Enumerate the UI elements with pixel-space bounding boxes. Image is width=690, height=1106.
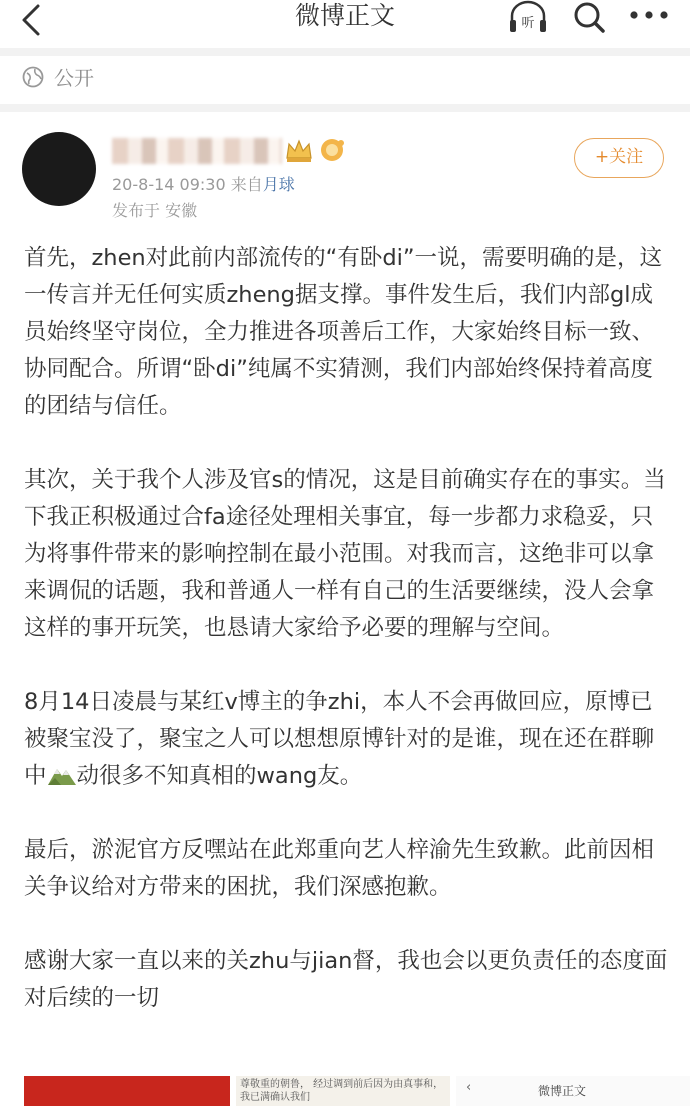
thumbnail-image[interactable] <box>24 1076 230 1106</box>
page-title: 微博正文 <box>294 1 395 30</box>
svg-text:听: 听 <box>521 16 535 31</box>
globe-icon <box>22 66 44 88</box>
post-paragraph: 其次，关于我个人涉及官s的情况，这是目前确实存在的事实。当下我正积极通过合fa途径处理相关事宜，每一步都力求稳妥，只为将事件带来的影响控制在最小范围。对我而言，这绝非可以拿来调侃的话题，我和普通人一样有自己的生活要继续，没人会拿这样的事开玩笑，也恳请大家给予必要的理解与空间。 <box>24 467 666 641</box>
post-time: 20-8-14 09:30 <box>112 175 226 194</box>
post-paragraph: 最后，淤泥官方反嘿站在此郑重向艺人梓渝先生致歉。此前因相关争议给对方带来的困扰，我们深感抱歉。 <box>24 837 655 900</box>
post-location: 发布于 安徽 <box>112 201 198 220</box>
post-paragraph <box>24 684 670 795</box>
thumbnail-title: 微博正文 <box>538 1084 587 1098</box>
visibility-bar <box>0 56 690 102</box>
thumbnail-image[interactable] <box>456 1076 690 1106</box>
post-content <box>24 240 670 1054</box>
username-redacted[interactable] <box>112 138 282 164</box>
crown-badge-icon <box>284 136 314 164</box>
follow-button[interactable]: +关注 <box>574 138 664 178</box>
source-link[interactable]: 月球 <box>262 175 295 194</box>
listen-headphones-icon[interactable] <box>508 0 548 34</box>
post-paragraph: 首先，zhen对此前内部流传的“有卧di”一说，需要明确的是，这一传言并无任何实质zheng据支撑。事件发生后，我们内部gl成员始终坚守岗位，全力推进各项善后工作，大家始终目标一致、协同配合。所谓“卧di”纯属不实猜测，我们内部始终保持着高度的团结与信任。 <box>24 245 663 419</box>
divider <box>0 48 690 56</box>
mountain-emoji-icon <box>47 764 77 786</box>
divider <box>0 104 690 112</box>
visibility-label: 公开 <box>54 66 94 90</box>
paragraph-text: 8月14日凌晨与某红v博主的争zhi，本人不会再做回应，原博已被聚宝没了，聚宝之人可以想想原博针对的是谁，现在还在群聊中 <box>24 689 655 789</box>
source-prefix: 来自 <box>230 175 263 194</box>
search-icon[interactable] <box>570 0 608 34</box>
paragraph-text: 动很多不知真相的wang友。 <box>76 763 363 789</box>
avatar[interactable] <box>22 132 96 206</box>
post-paragraph: 感谢大家一直以来的关zhu与jian督，我也会以更负责任的态度面对后续的一切 <box>24 948 668 1011</box>
image-thumbnails <box>0 1076 690 1106</box>
post-meta-time <box>112 174 295 196</box>
more-dots-icon[interactable] <box>626 4 672 26</box>
thumbnail-back-glyph: ‹ <box>466 1080 472 1095</box>
top-bar <box>0 0 690 44</box>
vip-badge-icon <box>318 136 346 164</box>
thumbnail-image[interactable]: 尊敬重的朝鲁， 经过调到前后因为由真事和，我已满确认我们 <box>236 1076 450 1106</box>
